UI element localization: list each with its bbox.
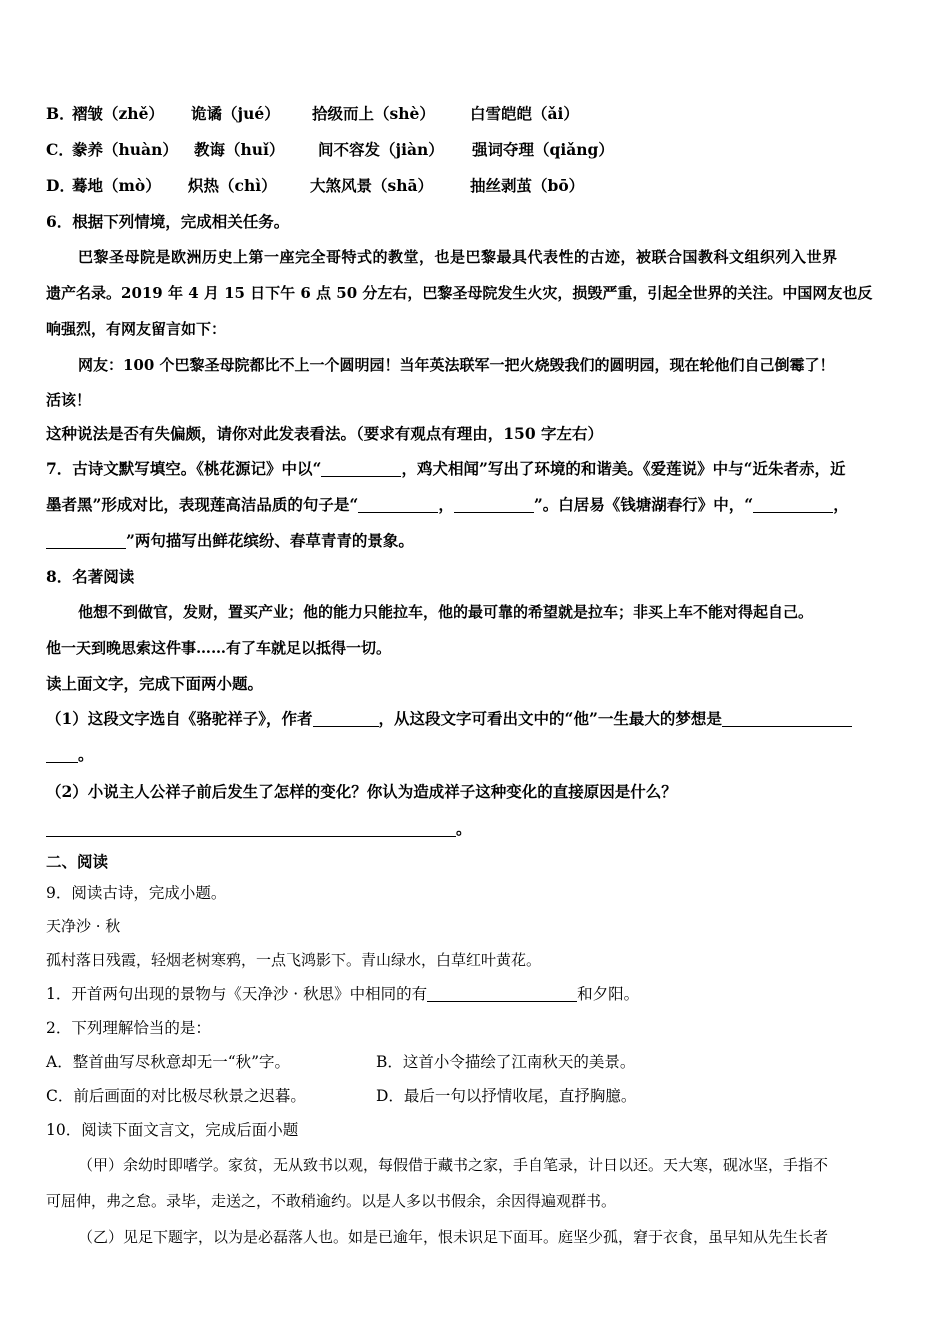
q8-sub1: （1）这段文字选自《骆驼祥子》，作者 ，从这段文字可看出文中的“他”一生最大的梦想是: [46, 701, 912, 737]
poem-text: 孤村落日残霞，轻烟老树寒鸦，一点飞鸿影下。青山绿水，白草红叶黄花。: [46, 951, 542, 969]
q8-sub2-answer: 。: [46, 810, 912, 847]
q8-sub2: （2）小说主人公祥子前后发生了怎样的变化？你认为造成祥子这种变化的直接原因是什么？: [46, 782, 677, 801]
answer-blank[interactable]: [427, 983, 577, 1002]
q9-sub1: 1．开首两句出现的景物与《天净沙 · 秋思》中相同的有 和夕阳。: [46, 985, 640, 1003]
q8-excerpt: 他一天到晚思索这件事……有了车就足以抵得一切。: [46, 639, 392, 657]
option-b[interactable]: B．这首小令描绘了江南秋天的美景。: [376, 1053, 636, 1071]
q6-comment: 网友：100 个巴黎圣母院都比不上一个圆明园！当年英法联军一把火烧毁我们的圆明园，现在轮他们自己倒霉了！: [78, 356, 835, 374]
q5-option-d: D． 蓦地（mò） 炽热（chì） 大煞风景（shā） 抽丝剥茧（bō）: [46, 168, 912, 204]
q6-comment: 活该！: [46, 391, 92, 409]
poem-title: 天净沙 · 秋: [46, 917, 121, 935]
q9-options-row: [46, 1079, 912, 1113]
q5-option-c: C． 豢养（huàn） 教诲（huǐ） 间不容发（jiàn） 强词夺理（qiǎng）: [46, 132, 912, 168]
option-item: 豢养（huàn）: [72, 140, 178, 159]
q8-instruction: 读上面文字，完成下面两小题。: [46, 674, 264, 693]
q10-passage-yi: （乙）见足下题字，以为是必磊落人也。如是已逾年，恨未识足下面耳。庭坚少孤，窘于衣食，虽早知从先生长者: [78, 1228, 829, 1246]
q6-paragraph: 响强烈，有网友留言如下：: [46, 320, 227, 338]
q9-sub2: 2．下列理解恰当的是：: [46, 1019, 211, 1037]
answer-blank[interactable]: [46, 818, 456, 837]
exam-page: [46, 96, 912, 1255]
q10-title: 10．阅读下面文言文，完成后面小题: [46, 1121, 299, 1139]
option-item: 强词夺理（qiǎng）: [472, 140, 614, 159]
q9-options-row: [46, 1045, 912, 1079]
answer-blank[interactable]: [454, 494, 534, 513]
option-item: 蓦地（mò）: [72, 176, 161, 195]
q6-paragraph: 遗产名录。2019 年 4 月 15 日下午 6 点 50 分左右，巴黎圣母院发生火灾，损毁严重，引起全世界的关注。中国网友也反: [46, 284, 873, 302]
answer-blank[interactable]: [321, 458, 401, 477]
q9-title: 9．阅读古诗，完成小题。: [46, 884, 227, 902]
q7-line: 7．古诗文默写填空。《桃花源记》中以“ ，鸡犬相闻”写出了环境的和谐美。《爱莲说》中与“近朱者赤，近: [46, 459, 846, 478]
q8-excerpt: 他想不到做官，发财，置买产业；他的能力只能拉车，他的最可靠的希望就是拉车；非买上车不能对得起自己。: [78, 603, 814, 621]
option-item: 褶皱（zhě）: [72, 104, 164, 123]
answer-blank[interactable]: [358, 494, 438, 513]
dream-blank-cont[interactable]: [46, 744, 78, 763]
author-blank[interactable]: [313, 708, 379, 727]
q5-option-b: B． 褶皱（zhě） 诡谲（jué） 拾级而上（shè） 白雪皑皑（ǎi）: [46, 96, 912, 132]
q8-title: 8．名著阅读: [46, 567, 135, 586]
q10-passage-jia: 可屈伸，弗之怠。录毕，走送之，不敢稍逾约。以是人多以书假余，余因得遍观群书。: [46, 1192, 617, 1210]
option-item: 拾级而上（shè）: [312, 104, 435, 123]
option-item: 间不容发（jiàn）: [318, 140, 444, 159]
q7-line: ”两句描写出鲜花缤纷、春草青青的景象。: [46, 523, 912, 559]
answer-blank[interactable]: [753, 494, 833, 513]
answer-blank[interactable]: [46, 530, 126, 549]
option-item: 抽丝剥茧（bō）: [470, 176, 585, 195]
option-item: 炽热（chì）: [188, 176, 277, 195]
option-d[interactable]: D．最后一句以抒情收尾，直抒胸臆。: [376, 1087, 637, 1105]
option-item: 教诲（huǐ）: [194, 140, 285, 159]
q6-paragraph: 巴黎圣母院是欧洲历史上第一座完全哥特式的教堂，也是巴黎最具代表性的古迹，被联合国教科文组织列入世界: [78, 248, 838, 266]
q6-title: 6．根据下列情境，完成相关任务。: [46, 212, 290, 231]
option-a[interactable]: A．整首曲写尽秋意却无一“秋”字。: [46, 1053, 291, 1071]
option-item: 诡谲（jué）: [191, 104, 280, 123]
section-title: 二、阅读: [46, 852, 109, 871]
q7-line: 墨者黑”形成对比，表现莲高洁品质的句子是“ ， ”。白居易《钱塘湖春行》中，“ ，: [46, 495, 849, 514]
option-item: 大煞风景（shā）: [310, 176, 434, 195]
dream-blank[interactable]: [722, 708, 852, 727]
q6-task: 这种说法是否有失偏颇，请你对此发表看法。（要求有观点有理由，150 字左右）: [46, 424, 604, 443]
option-c[interactable]: C．前后画面的对比极尽秋景之迟暮。: [46, 1087, 306, 1105]
q8-sub1-cont: 。: [46, 737, 912, 773]
option-item: 白雪皑皑（ǎi）: [470, 104, 579, 123]
q10-passage-jia: （甲）余幼时即嗜学。家贫，无从致书以观，每假借于藏书之家，手自笔录，计日以还。天大寒，砚冰坚，手指不: [78, 1156, 829, 1174]
